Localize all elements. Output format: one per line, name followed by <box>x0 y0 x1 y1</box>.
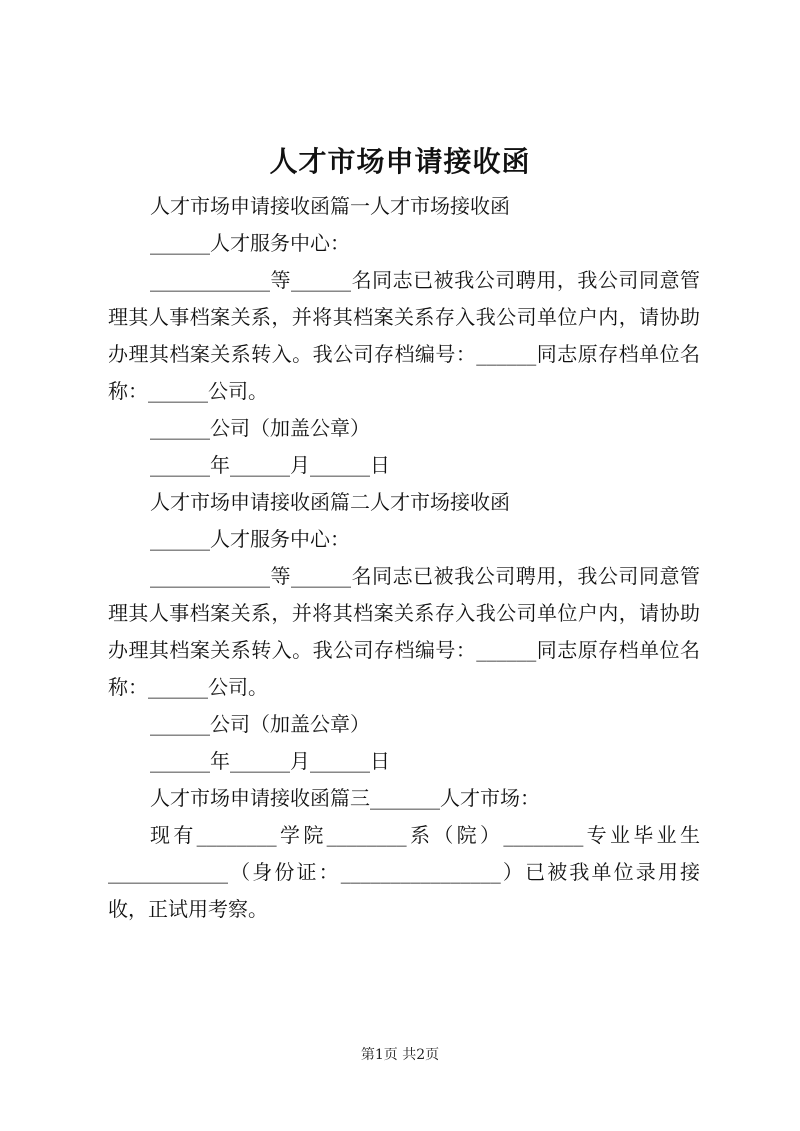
section-heading-1: 人才市场申请接收函篇一人才市场接收函 <box>150 194 510 218</box>
document-body <box>108 188 700 928</box>
date-line-1: ______年______月______日 <box>150 453 390 477</box>
body-paragraph-3: 现有________学院________系（院）________专业毕业生____________（身份证：________________）已被我单位录用接收，正试用考察。 <box>108 823 700 921</box>
section-heading-2: 人才市场申请接收函篇二人才市场接收函 <box>150 490 510 514</box>
body-paragraph-1: ____________等______名同志已被我公司聘用，我公司同意管理其人事档案关系，并将其档案关系存入我公司单位户内，请协助办理其档案关系转入。我公司存档编号：______同志原存档单位名称：______公司。 <box>108 268 700 403</box>
document-title: 人才市场申请接收函 <box>269 145 531 178</box>
signature-company-1: ______公司（加盖公章） <box>150 416 370 440</box>
recipient-line-2: ______人才服务中心： <box>150 527 350 551</box>
signature-company-2: ______公司（加盖公章） <box>150 712 370 736</box>
body-paragraph-2: ____________等______名同志已被我公司聘用，我公司同意管理其人事档案关系，并将其档案关系存入我公司单位户内，请协助办理其档案关系转入。我公司存档编号：______同志原存档单位名称：______公司。 <box>108 564 700 699</box>
section-heading-3: 人才市场申请接收函篇三_______人才市场： <box>150 786 540 810</box>
date-line-2: ______年______月______日 <box>150 749 390 773</box>
page-footer: 第1页 共2页 <box>360 1047 440 1063</box>
recipient-line-1: ______人才服务中心： <box>150 231 350 255</box>
